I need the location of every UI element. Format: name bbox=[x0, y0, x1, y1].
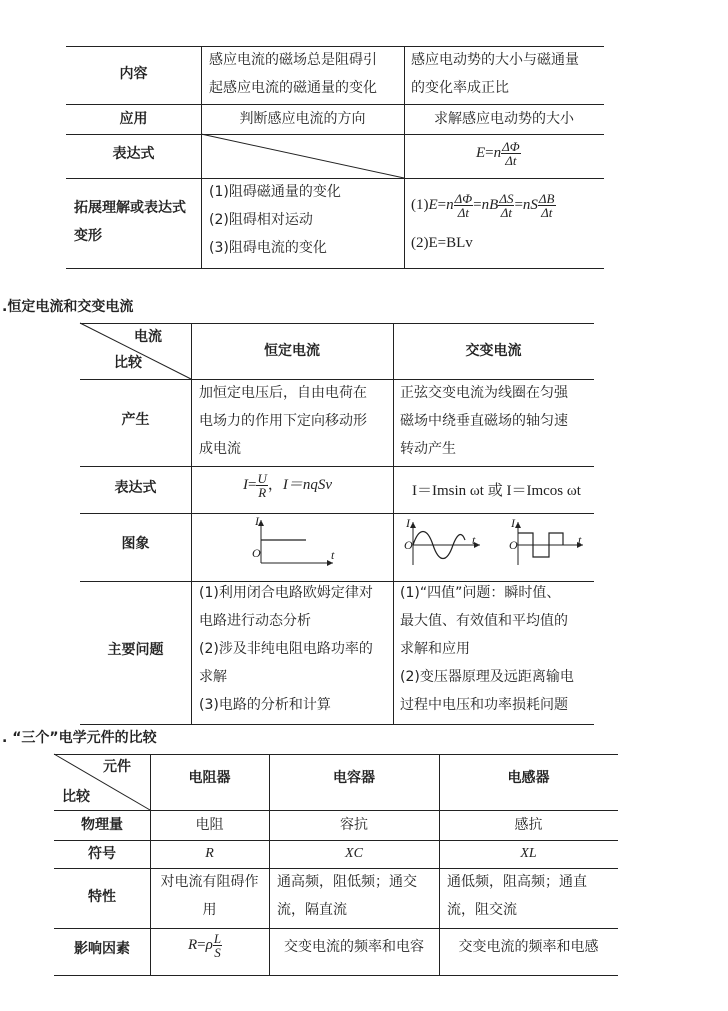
denominator: Δt bbox=[500, 205, 512, 220]
ac-formula: I＝Imsin ωt 或 I＝Imcos ωt bbox=[412, 483, 581, 499]
content-lenz bbox=[209, 46, 404, 102]
numerator: ΔΦ bbox=[454, 191, 473, 206]
symbol: n bbox=[446, 196, 454, 213]
symbol: = bbox=[473, 196, 482, 213]
denominator: Δt bbox=[505, 153, 517, 168]
produce-ac bbox=[400, 379, 594, 463]
fraction bbox=[454, 192, 474, 219]
denominator: Δt bbox=[541, 205, 553, 220]
text-line: 电路进行动态分析 bbox=[199, 613, 311, 629]
text-line: (3)电路的分析和计算 bbox=[199, 697, 331, 713]
corner-label-component: 元件 bbox=[103, 759, 131, 775]
symbol: = bbox=[248, 476, 257, 493]
extension-lenz bbox=[209, 178, 404, 262]
header-dc: 恒定电流 bbox=[264, 343, 320, 359]
symbol: = bbox=[485, 144, 494, 161]
factor-capacitor: 交变电流的频率和电容 bbox=[284, 939, 424, 955]
numerator: ΔΦ bbox=[502, 139, 520, 154]
text-line: 最大值、有效值和平均值的 bbox=[400, 613, 568, 629]
text-line: 磁场中绕垂直磁场的轴匀速 bbox=[400, 413, 568, 429]
ac1-axis-i: I bbox=[406, 516, 410, 530]
text-line: 流，阻交流 bbox=[447, 902, 517, 918]
apply-lenz: 判断感应电流的方向 bbox=[239, 111, 366, 127]
text-line: 过程中电压和功率损耗问题 bbox=[400, 697, 568, 713]
row-label-produce: 产生 bbox=[121, 412, 150, 428]
formula-text: I＝nqSv bbox=[282, 476, 333, 493]
faraday-extension-line2: (2)E=BLv bbox=[411, 235, 473, 251]
fraction bbox=[501, 140, 521, 167]
symbol: ρ bbox=[205, 936, 213, 953]
corner-label-compare3: 比较 bbox=[62, 789, 90, 805]
denominator: Δt bbox=[457, 205, 470, 220]
fraction bbox=[498, 192, 514, 219]
row-label-quantity: 物理量 bbox=[81, 817, 123, 833]
feature-capacitor bbox=[277, 868, 439, 924]
faraday-formula bbox=[476, 140, 521, 167]
dc-formula bbox=[243, 472, 332, 499]
ac1-origin: O bbox=[404, 538, 413, 552]
symbol: I bbox=[243, 476, 248, 493]
header-capacitor: 电容器 bbox=[333, 770, 375, 786]
row-label-issues: 主要问题 bbox=[107, 642, 164, 658]
symbol: = bbox=[514, 196, 523, 213]
text-line: 成电流 bbox=[199, 441, 241, 457]
text-line: 的变化率成正比 bbox=[411, 80, 509, 96]
numerator: U bbox=[257, 471, 267, 486]
text-line: 拓展理解或表达式 bbox=[74, 200, 186, 216]
item-number: (1) bbox=[411, 196, 429, 213]
row-label-expression2: 表达式 bbox=[114, 480, 157, 496]
text-line: 用 bbox=[202, 902, 217, 918]
symbol: E bbox=[476, 144, 486, 161]
text-line: 转动产生 bbox=[400, 441, 456, 457]
text-line: (2)阻碍相对运动 bbox=[209, 212, 313, 228]
separator: ， bbox=[267, 476, 283, 493]
fraction bbox=[538, 192, 556, 219]
text-line: 起感应电流的磁通量的变化 bbox=[209, 80, 377, 96]
row-label-feature: 特性 bbox=[88, 889, 116, 905]
text-line: 流，隔直流 bbox=[277, 902, 347, 918]
ac1-axis-t: t bbox=[472, 533, 476, 547]
text-line: 加恒定电压后，自由电荷在 bbox=[199, 385, 367, 401]
text-line: 感应电动势的大小与磁通量 bbox=[411, 52, 579, 68]
apply-faraday: 求解感应电动势的大小 bbox=[434, 111, 574, 127]
row-label-apply: 应用 bbox=[119, 111, 148, 127]
header-resistor: 电阻器 bbox=[188, 770, 231, 786]
numerator: ΔB bbox=[538, 191, 555, 206]
text-line: 变形 bbox=[74, 228, 102, 244]
row-label-extension bbox=[74, 194, 201, 250]
qty-capacitive-reactance: 容抗 bbox=[340, 817, 368, 833]
text-line: 求解 bbox=[199, 669, 227, 685]
row-label-graph: 图象 bbox=[121, 536, 150, 552]
faraday-extension-line1 bbox=[411, 192, 556, 219]
numerator: L bbox=[213, 931, 222, 946]
text-line: 感应电流的磁场总是阻碍引 bbox=[209, 52, 377, 68]
symbol-r: R bbox=[205, 846, 214, 861]
dc-origin: O bbox=[252, 546, 261, 560]
symbol-xl: XL bbox=[520, 846, 537, 861]
text-line: (1)阻碍磁通量的变化 bbox=[209, 184, 341, 200]
ac2-axis-t: t bbox=[578, 533, 582, 547]
symbol: = bbox=[197, 936, 206, 953]
dc-axis-t: t bbox=[331, 548, 335, 562]
ac2-axis-i: I bbox=[511, 516, 515, 530]
section-title-current: .恒定电流和交变电流 bbox=[2, 299, 134, 315]
symbol-xc: XC bbox=[345, 846, 363, 861]
corner-label-current: 电流 bbox=[134, 329, 162, 345]
denominator: S bbox=[214, 945, 221, 960]
row-label-symbol: 符号 bbox=[88, 846, 116, 862]
row-label-factors: 影响因素 bbox=[74, 941, 130, 957]
text-line: (2)变压器原理及远距离输电 bbox=[400, 669, 574, 685]
numerator: ΔS bbox=[499, 191, 514, 206]
symbol: nB bbox=[481, 196, 499, 213]
row-label-expression: 表达式 bbox=[112, 146, 155, 162]
row-label-content: 内容 bbox=[119, 66, 148, 82]
text-line: 正弦交变电流为线圈在匀强 bbox=[400, 385, 568, 401]
symbol: n bbox=[493, 144, 502, 161]
symbol: = bbox=[437, 196, 447, 213]
text-line: (2)涉及非纯电阻电路功率的 bbox=[199, 641, 373, 657]
corner-label-compare: 比较 bbox=[114, 355, 142, 371]
text-line: (1)“四值”问题：瞬时值、 bbox=[400, 585, 561, 601]
qty-inductive-reactance: 感抗 bbox=[514, 817, 543, 833]
fraction bbox=[213, 932, 222, 959]
text-line: 电场力的作用下定向移动形 bbox=[199, 413, 367, 429]
produce-dc bbox=[199, 379, 393, 463]
header-ac: 交变电流 bbox=[465, 343, 522, 359]
fraction bbox=[256, 472, 267, 499]
text-line: 通低频，阻高频；通直 bbox=[447, 874, 587, 890]
text-line: (3)阻碍电流的变化 bbox=[209, 240, 327, 256]
text-line: 对电流有阻碍作 bbox=[160, 874, 259, 890]
section-title-components: . “三个”电学元件的比较 bbox=[2, 730, 157, 746]
symbol: E bbox=[428, 196, 438, 213]
ac2-origin: O bbox=[509, 538, 518, 552]
qty-resistance: 电阻 bbox=[195, 817, 224, 833]
text-line: 求解和应用 bbox=[400, 641, 470, 657]
feature-resistor bbox=[150, 868, 269, 924]
text-line: (1)利用闭合电路欧姆定律对 bbox=[199, 585, 373, 601]
content-faraday bbox=[411, 46, 604, 102]
corner-diagonal-3 bbox=[0, 0, 1, 1]
factor-inductor: 交变电流的频率和电感 bbox=[458, 939, 599, 955]
feature-inductor bbox=[447, 868, 618, 924]
denominator: R bbox=[258, 485, 267, 500]
symbol: nS bbox=[522, 196, 538, 213]
resistance-formula bbox=[188, 932, 222, 959]
issues-dc bbox=[199, 579, 393, 719]
symbol: R bbox=[188, 936, 198, 953]
dc-axis-i: I bbox=[255, 514, 259, 528]
header-inductor: 电感器 bbox=[507, 770, 550, 786]
text-line: 通高频，阻低频；通交 bbox=[277, 874, 417, 890]
issues-ac bbox=[400, 579, 594, 719]
